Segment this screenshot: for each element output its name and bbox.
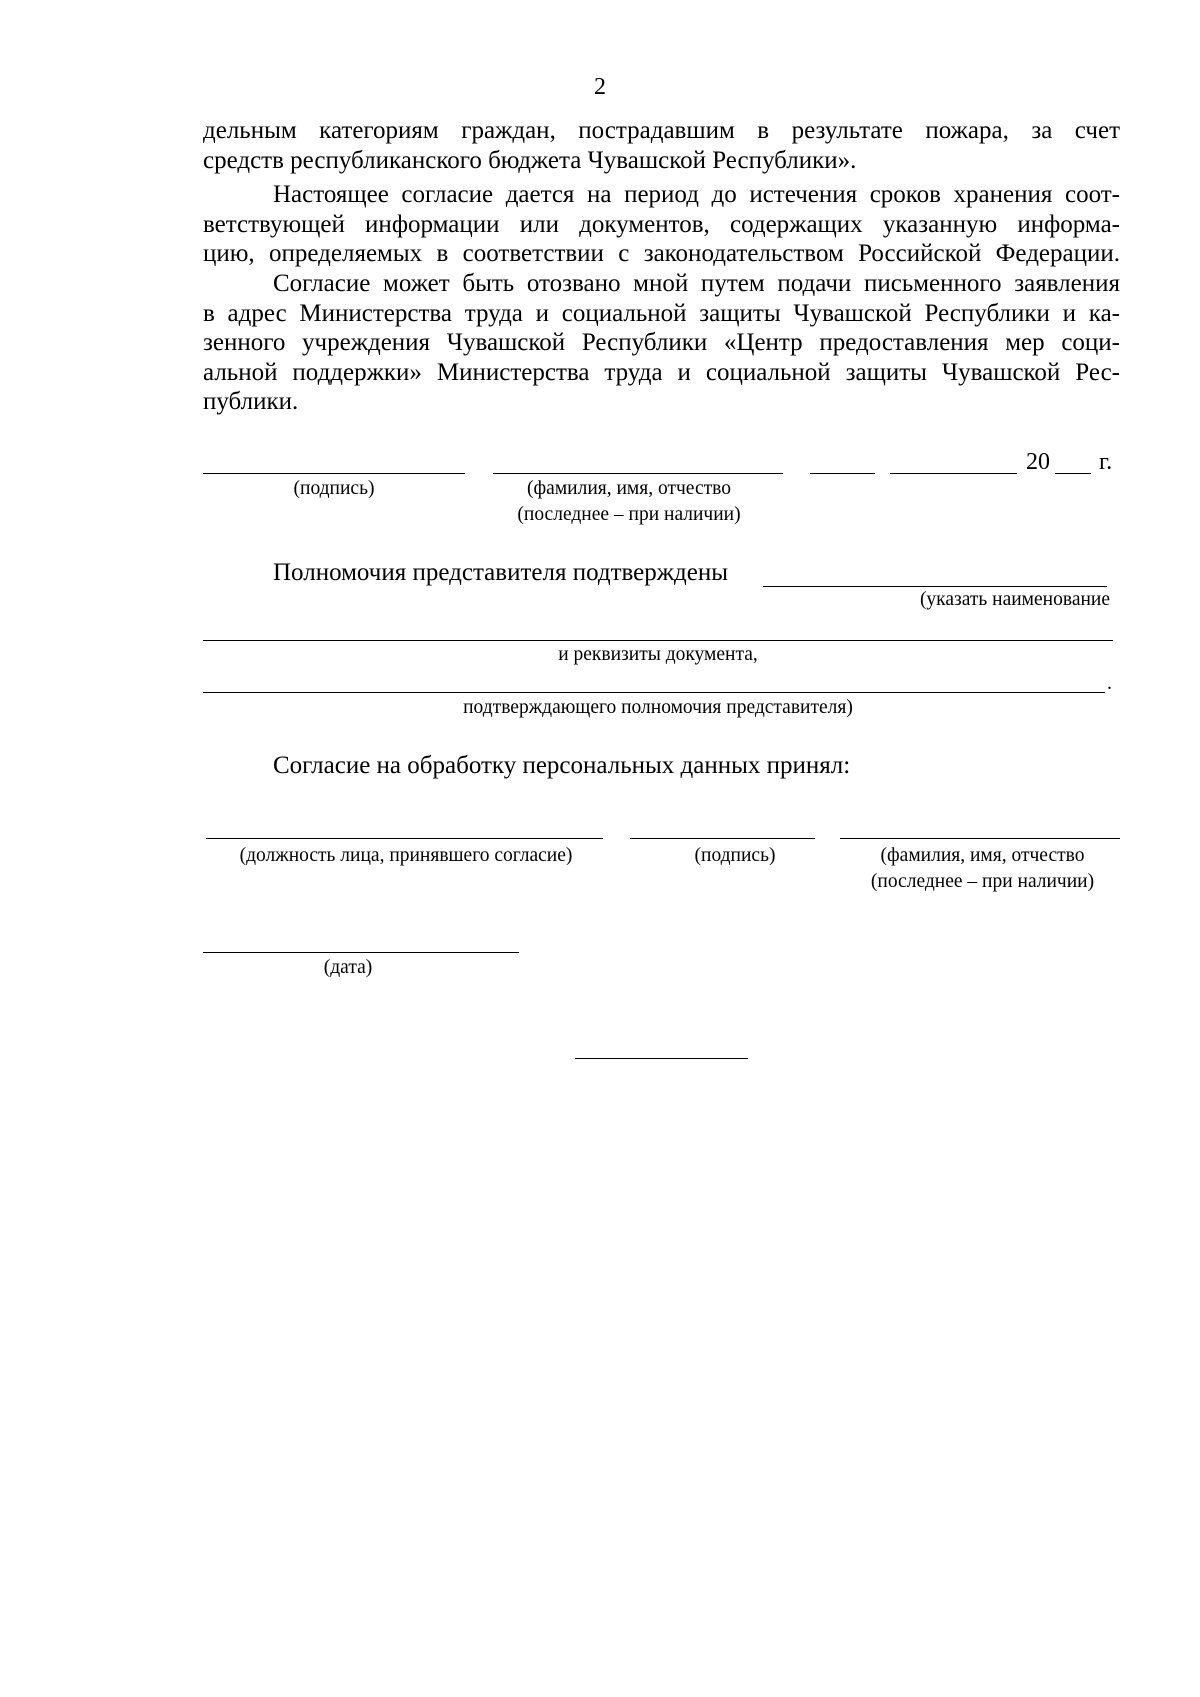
date-line: [203, 952, 519, 953]
acceptor-signature-line: [630, 838, 815, 839]
text-line: Согласие может быть отозвано мной путем подачи письменного заявления: [273, 270, 1120, 297]
year-suffix: г.: [1099, 449, 1113, 475]
paragraph-continuation: [203, 116, 1120, 175]
signature-caption: (подпись): [293, 478, 375, 499]
text-line: дельным категориям граждан, пострадавшим в результате пожара, за счет: [203, 117, 1120, 144]
year-prefix: 20: [1026, 449, 1050, 475]
text-line: ветствующей информации или документов, содержащих указанную информа-: [203, 210, 1120, 238]
representative-label: Полномочия представителя подтверждены: [273, 559, 729, 586]
acceptor-name-line: [840, 838, 1120, 839]
representative-document-line-3: [203, 692, 1105, 693]
position-caption: (должность лица, принявшего согласие): [239, 845, 573, 866]
representative-caption-1: (указать наименование: [919, 589, 1110, 610]
text-line: альной поддержки» Министерства труда и социальной защиты Чувашской Рес-: [203, 358, 1120, 386]
full-name-line: [493, 473, 783, 474]
full-name-caption: (фамилия, имя, отчество: [527, 478, 731, 499]
day-line: [810, 473, 875, 474]
acceptor-name-caption: (фамилия, имя, отчество: [880, 845, 1085, 866]
year-line: [1055, 473, 1091, 474]
text-line: в адрес Министерства труда и социальной защиты Чувашской Республики и ка-: [203, 299, 1120, 327]
full-name-caption-note: (последнее – при наличии): [517, 504, 741, 525]
month-line: [890, 473, 1017, 474]
signature-line: [203, 473, 465, 474]
acceptance-label: Согласие на обработку персональных данных принял:: [273, 752, 851, 779]
page-number: 2: [594, 74, 606, 100]
position-line: [206, 838, 603, 839]
text-line: зенного учреждения Чувашской Республики «Центр предоставления мер соци-: [203, 329, 1120, 356]
representative-caption-2: и реквизиты документа,: [558, 644, 758, 665]
paragraph-consent-period: [203, 180, 1120, 269]
date-caption: (дата): [323, 957, 373, 978]
paragraph-consent-withdrawal: [203, 269, 1120, 417]
representative-document-line-1: [763, 586, 1107, 587]
text-line: Настоящее согласие дается на период до истечения сроков хранения соот-: [273, 181, 1120, 208]
acceptor-signature-caption: (подпись): [694, 845, 776, 866]
end-separator-line: [575, 1058, 748, 1059]
acceptor-name-caption-note: (последнее – при наличии): [870, 871, 1095, 892]
text-line: средств республиканского бюджета Чувашской Республики».: [203, 146, 857, 174]
line-period: .: [1107, 672, 1112, 694]
text-line: цию, определяемых в соответствии с законодательством Российской Федерации.: [203, 240, 1120, 267]
representative-document-line-2: [203, 640, 1113, 641]
text-line: публики.: [203, 388, 299, 415]
representative-caption-3: подтверждающего полномочия представителя): [463, 697, 853, 718]
